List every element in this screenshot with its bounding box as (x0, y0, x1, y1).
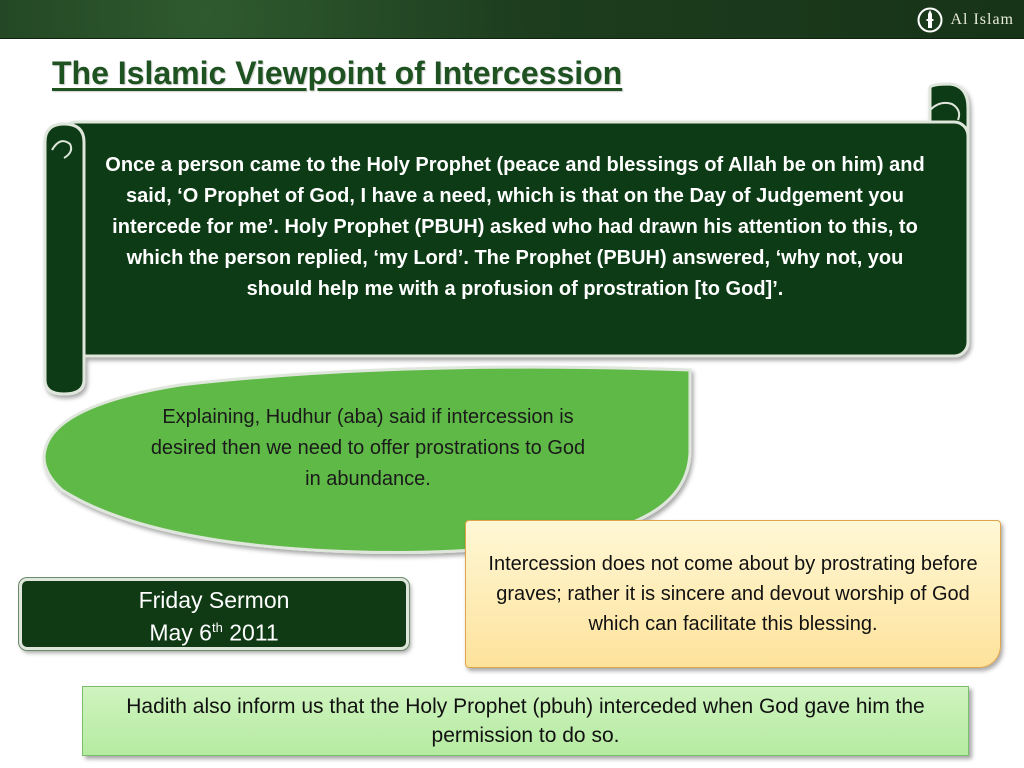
sermon-title: Friday Sermon (138, 587, 290, 613)
intercession-note-box (465, 520, 1001, 668)
header-bar (0, 0, 1024, 39)
page-title: The Islamic Viewpoint of Intercession (52, 55, 623, 91)
explanation-text: Explaining, Hudhur (aba) said if intercession is desired then we need to offer prostrations to God in abundance. (150, 406, 586, 490)
intercession-note-text: Intercession does not come about by prostrating before graves; rather it is sincere and devout worship of God which can facilitate this blessing. (488, 553, 978, 635)
hadith-note-box (82, 686, 969, 756)
hadith-note-text: Hadith also inform us that the Holy Prophet (pbuh) interceded when God gave him the permission to do so. (126, 695, 925, 747)
hadith-quote: Once a person came to the Holy Prophet (peace and blessings of Allah be on him) and said, ‘O Prophet of God, I have a need, which is that on the Day of Judgement you intercede for me’. Holy Prophet (PBUH) asked who had drawn his attention to this, to which the person replied, ‘my Lord’. The Prophet (PBUH) answered, ‘why not, you should help me with a profusion of prostration [to God]’. (105, 154, 925, 300)
brand-name: Al Islam (950, 11, 1014, 28)
sermon-reference (19, 578, 409, 650)
brand[interactable] (916, 5, 1014, 35)
mosque-minaret-icon (916, 6, 944, 34)
sermon-date: May 6th 2011 (149, 619, 279, 646)
